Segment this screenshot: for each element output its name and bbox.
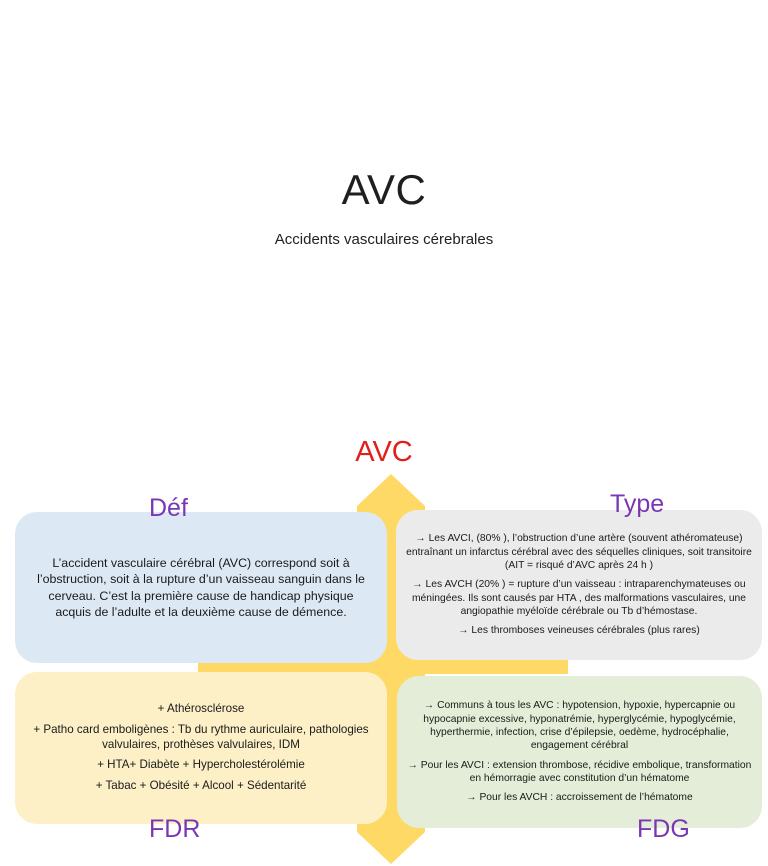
page-subtitle: Accidents vasculaires cérebrales	[274, 231, 494, 248]
aggravating-factor-avci: → Pour les AVCI : extension thrombose, récidive embolique, transformation en hémorragie avec constitution d’un hématome	[407, 759, 752, 785]
aggravating-factor-common: → Communs à tous les AVC : hypotension, hypoxie, hypercapnie ou hypocapnie excessive, hyponatrémie, hyperglycémie, hypoglycémie, hyperthermie, infection, crise d’épilepsie, oedème, hydrocéphalie, engagement cérébral	[423, 700, 736, 752]
definition-label: Déf	[149, 494, 188, 522]
risk-factors-box	[15, 672, 387, 824]
definition-box	[15, 512, 387, 663]
aggravating-factors-label: FDG	[637, 815, 690, 843]
risk-factor-item: + Tabac + Obésité + Alcool + Sédentarité	[95, 779, 307, 793]
type-text-avci: → Les AVCI, (80% ), l’obstruction d’une artère (souvent athéromateuse) entraînant un infarctus cérébral avec des séquelles cliniques, soit transitoire (AIT = risqué d’AVC après 24 h )	[406, 533, 752, 571]
risk-factor-item: + Athérosclérose	[157, 701, 245, 715]
type-text-avch: → Les AVCH (20% ) = rupture d’un vaisseau : intraparenchymateuses ou méningées. Ils sont causés par HTA , des malformations vasculaires, une angiopathie myéloïde cérébrale ou Tb d’hémostase.	[411, 579, 747, 618]
risk-factors-label: FDR	[149, 815, 201, 843]
aggravating-factor-avch: → Pour les AVCH : accroissement de l’hématome	[466, 792, 693, 804]
page-title: AVC	[341, 166, 427, 213]
risk-factor-item: + HTA+ Diabète + Hypercholestérolémie	[97, 758, 305, 772]
definition-text: L’accident vasculaire cérébral (AVC) correspond soit à l’obstruction, soit à la rupture d’un vaisseau sanguin dans le cerveau. C’est la première cause de handicap physique acquis de l’adulte et la deuxième cause de démence.	[37, 555, 365, 619]
type-text-thromboses: → Les thromboses veineuses cérébrales (plus rares)	[458, 625, 700, 637]
aggravating-factors-box	[397, 676, 762, 828]
center-label: AVC	[355, 436, 413, 468]
type-label: Type	[610, 490, 665, 518]
type-box	[396, 510, 762, 660]
risk-factor-item: + Patho card emboligènes : Tb du rythme auriculaire, pathologies valvulaires, prothèses valvulaires, IDM	[33, 722, 369, 751]
